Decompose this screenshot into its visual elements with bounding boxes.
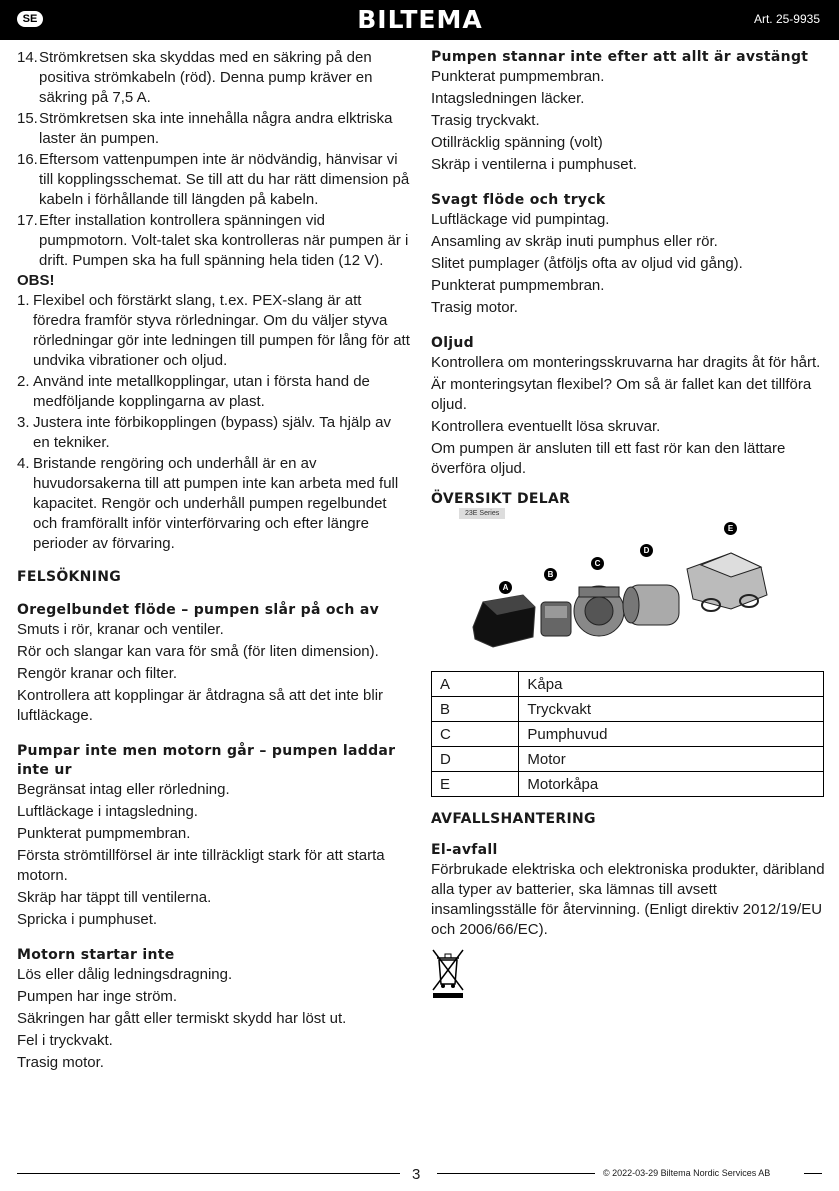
article-number: Art. 25-9935 <box>753 12 820 26</box>
section-line: Skräp har täppt till ventilerna. <box>17 889 212 906</box>
weee-bin-icon <box>431 946 465 998</box>
section-line: Smuts i rör, kranar och ventiler. <box>17 621 224 638</box>
section-line: Otillräcklig spänning (volt) <box>431 134 603 151</box>
section-line: Luftläckage vid pumpintag. <box>431 211 610 228</box>
parts-table <box>431 671 824 797</box>
section-line: Punkterat pumpmembran. <box>431 68 605 85</box>
section-heading: Motorn startar inte <box>17 947 175 963</box>
section-line: Pumpen har inge ström. <box>17 988 178 1005</box>
section-line: Trasig tryckvakt. <box>431 112 540 129</box>
section-heading: Svagt flöde och tryck <box>431 192 606 208</box>
section-line: Begränsat intag eller rörledning. <box>17 781 230 798</box>
pump-exploded-view <box>431 507 826 659</box>
installation-steps <box>17 48 410 271</box>
section-line: Intagsledningen läcker. <box>431 90 585 107</box>
section-line: Rengör kranar och filter. <box>17 665 178 682</box>
section-line: Punkterat pumpmembran. <box>17 825 191 842</box>
marker-c: C <box>591 557 604 570</box>
section-line: Spricka i pumphuset. <box>17 911 158 928</box>
section-line: Trasig motor. <box>17 1054 104 1071</box>
parts-illustration <box>431 507 826 659</box>
section-heading: Oregelbundet flöde – pumpen slår på och av <box>17 602 379 618</box>
oversikt-heading: ÖVERSIKT DELAR <box>431 491 571 507</box>
series-label: 23E Series <box>459 508 505 519</box>
list-item: 1. Flexibel och förstärkt slang, t.ex. PEX-slang är att föredra framför styva rörledningar. Om du väljer styva rörledningar gör inte ledningen till pumpen för lång för att undvika vibrationer och oljud. <box>17 292 410 369</box>
section-line: Slitet pumplager (åtföljs ofta av oljud vid gång). <box>431 255 743 272</box>
section-line: Första strömtillförsel är inte tillräckligt stark för att starta motorn. <box>17 847 385 884</box>
copyright: © 2022-03-29 Biltema Nordic Services AB <box>603 1168 771 1178</box>
section-line: Kontrollera att kopplingar är åtdragna så att det inte blir luftläckage. <box>17 687 384 724</box>
language-badge: SE <box>17 11 43 27</box>
section-line: Fel i tryckvakt. <box>17 1032 113 1049</box>
page-footer <box>0 1163 839 1183</box>
table-row: B Tryckvakt <box>432 697 824 722</box>
list-item: 17. Efter installation kontrollera spänningen vid pumpmotorn. Volt-talet ska kontrolleras när pumpen är i drift. Pumpen ska ha full spänning hela tiden (12 V). <box>17 212 409 269</box>
section-line: Rör och slangar kan vara för små (för liten dimension). <box>17 643 379 660</box>
list-item: 3. Justera inte förbikopplingen (bypass) själv. Ta hjälp av en tekniker. <box>17 414 391 451</box>
section-line: Trasig motor. <box>431 299 518 316</box>
list-item: 15. Strömkretsen ska inte innehålla några andra elktriska laster än pumpen. <box>17 110 393 147</box>
brand-logo: BILTEMA <box>357 5 483 34</box>
list-item: 16. Eftersom vattenpumpen inte är nödvändig, hänvisar vi till kopplingsschemat. Se till att du har rätt dimension på kabeln i förhållande till längden på kabeln. <box>17 151 410 208</box>
felsokning-heading: FELSÖKNING <box>17 569 122 585</box>
section-heading: Pumpar inte men motorn går – pumpen laddar inte ur <box>17 743 396 778</box>
section-line: Lös eller dålig ledningsdragning. <box>17 966 233 983</box>
section-line: Skräp i ventilerna i pumphuset. <box>431 156 637 173</box>
obs-title: OBS! <box>17 272 55 289</box>
marker-d: D <box>640 544 653 557</box>
table-row: D Motor <box>432 747 824 772</box>
table-row: E Motorkåpa <box>432 772 824 797</box>
marker-a: A <box>499 581 512 594</box>
right-column <box>431 48 826 1003</box>
page-number: 3 <box>412 1166 421 1183</box>
section-heading: Pumpen stannar inte efter att allt är avstängt <box>431 49 809 65</box>
elavfall-text: Förbrukade elektriska och elektroniska produkter, däribland alla typer av batterier, ska lämnas till avsett insamlingsställe för återvinning. (Enligt direktiv 2012/19/EU och 2006/66/EC). <box>431 861 825 938</box>
left-column <box>17 48 410 1075</box>
section-line: Ansamling av skräp inuti pumphus eller rör. <box>431 233 718 250</box>
marker-e: E <box>724 522 737 535</box>
list-item: 14. Strömkretsen ska skyddas med en säkring på den positiva strömkabeln (röd). Denna pump kräver en säkring på 7,5 A. <box>17 49 373 106</box>
section-line: Luftläckage i intagsledning. <box>17 803 198 820</box>
elavfall-heading: El-avfall <box>431 842 498 858</box>
table-row: C Pumphuvud <box>432 722 824 747</box>
avfall-heading: AVFALLSHANTERING <box>431 811 596 827</box>
table-row: A Kåpa <box>432 672 824 697</box>
section-line: Är monteringsytan flexibel? Om så är fallet kan det tillföra oljud. <box>431 376 812 413</box>
section-heading: Oljud <box>431 335 474 351</box>
section-line: Punkterat pumpmembran. <box>431 277 605 294</box>
list-item: 2. Använd inte metallkopplingar, utan i första hand de medföljande kopplingarna av plast. <box>17 373 370 410</box>
list-item: 4. Bristande rengöring och underhåll är en av huvudorsakerna till att pumpen inte kan arbeta med full kapacitet. Rengör och underhåll pumpen regelbundet och framförallt inför vinterförvaring och efter längre perioder av förvaring. <box>17 455 399 552</box>
section-line: Kontrollera om monteringsskruvarna har dragits åt för hårt. <box>431 354 821 371</box>
section-line: Kontrollera eventuellt lösa skruvar. <box>431 418 661 435</box>
header-bar <box>0 0 839 40</box>
section-line: Säkringen har gått eller termiskt skydd har löst ut. <box>17 1010 347 1027</box>
obs-list <box>17 291 410 554</box>
marker-b: B <box>544 568 557 581</box>
section-line: Om pumpen är ansluten till ett fast rör kan den lättare överföra oljud. <box>431 440 786 477</box>
